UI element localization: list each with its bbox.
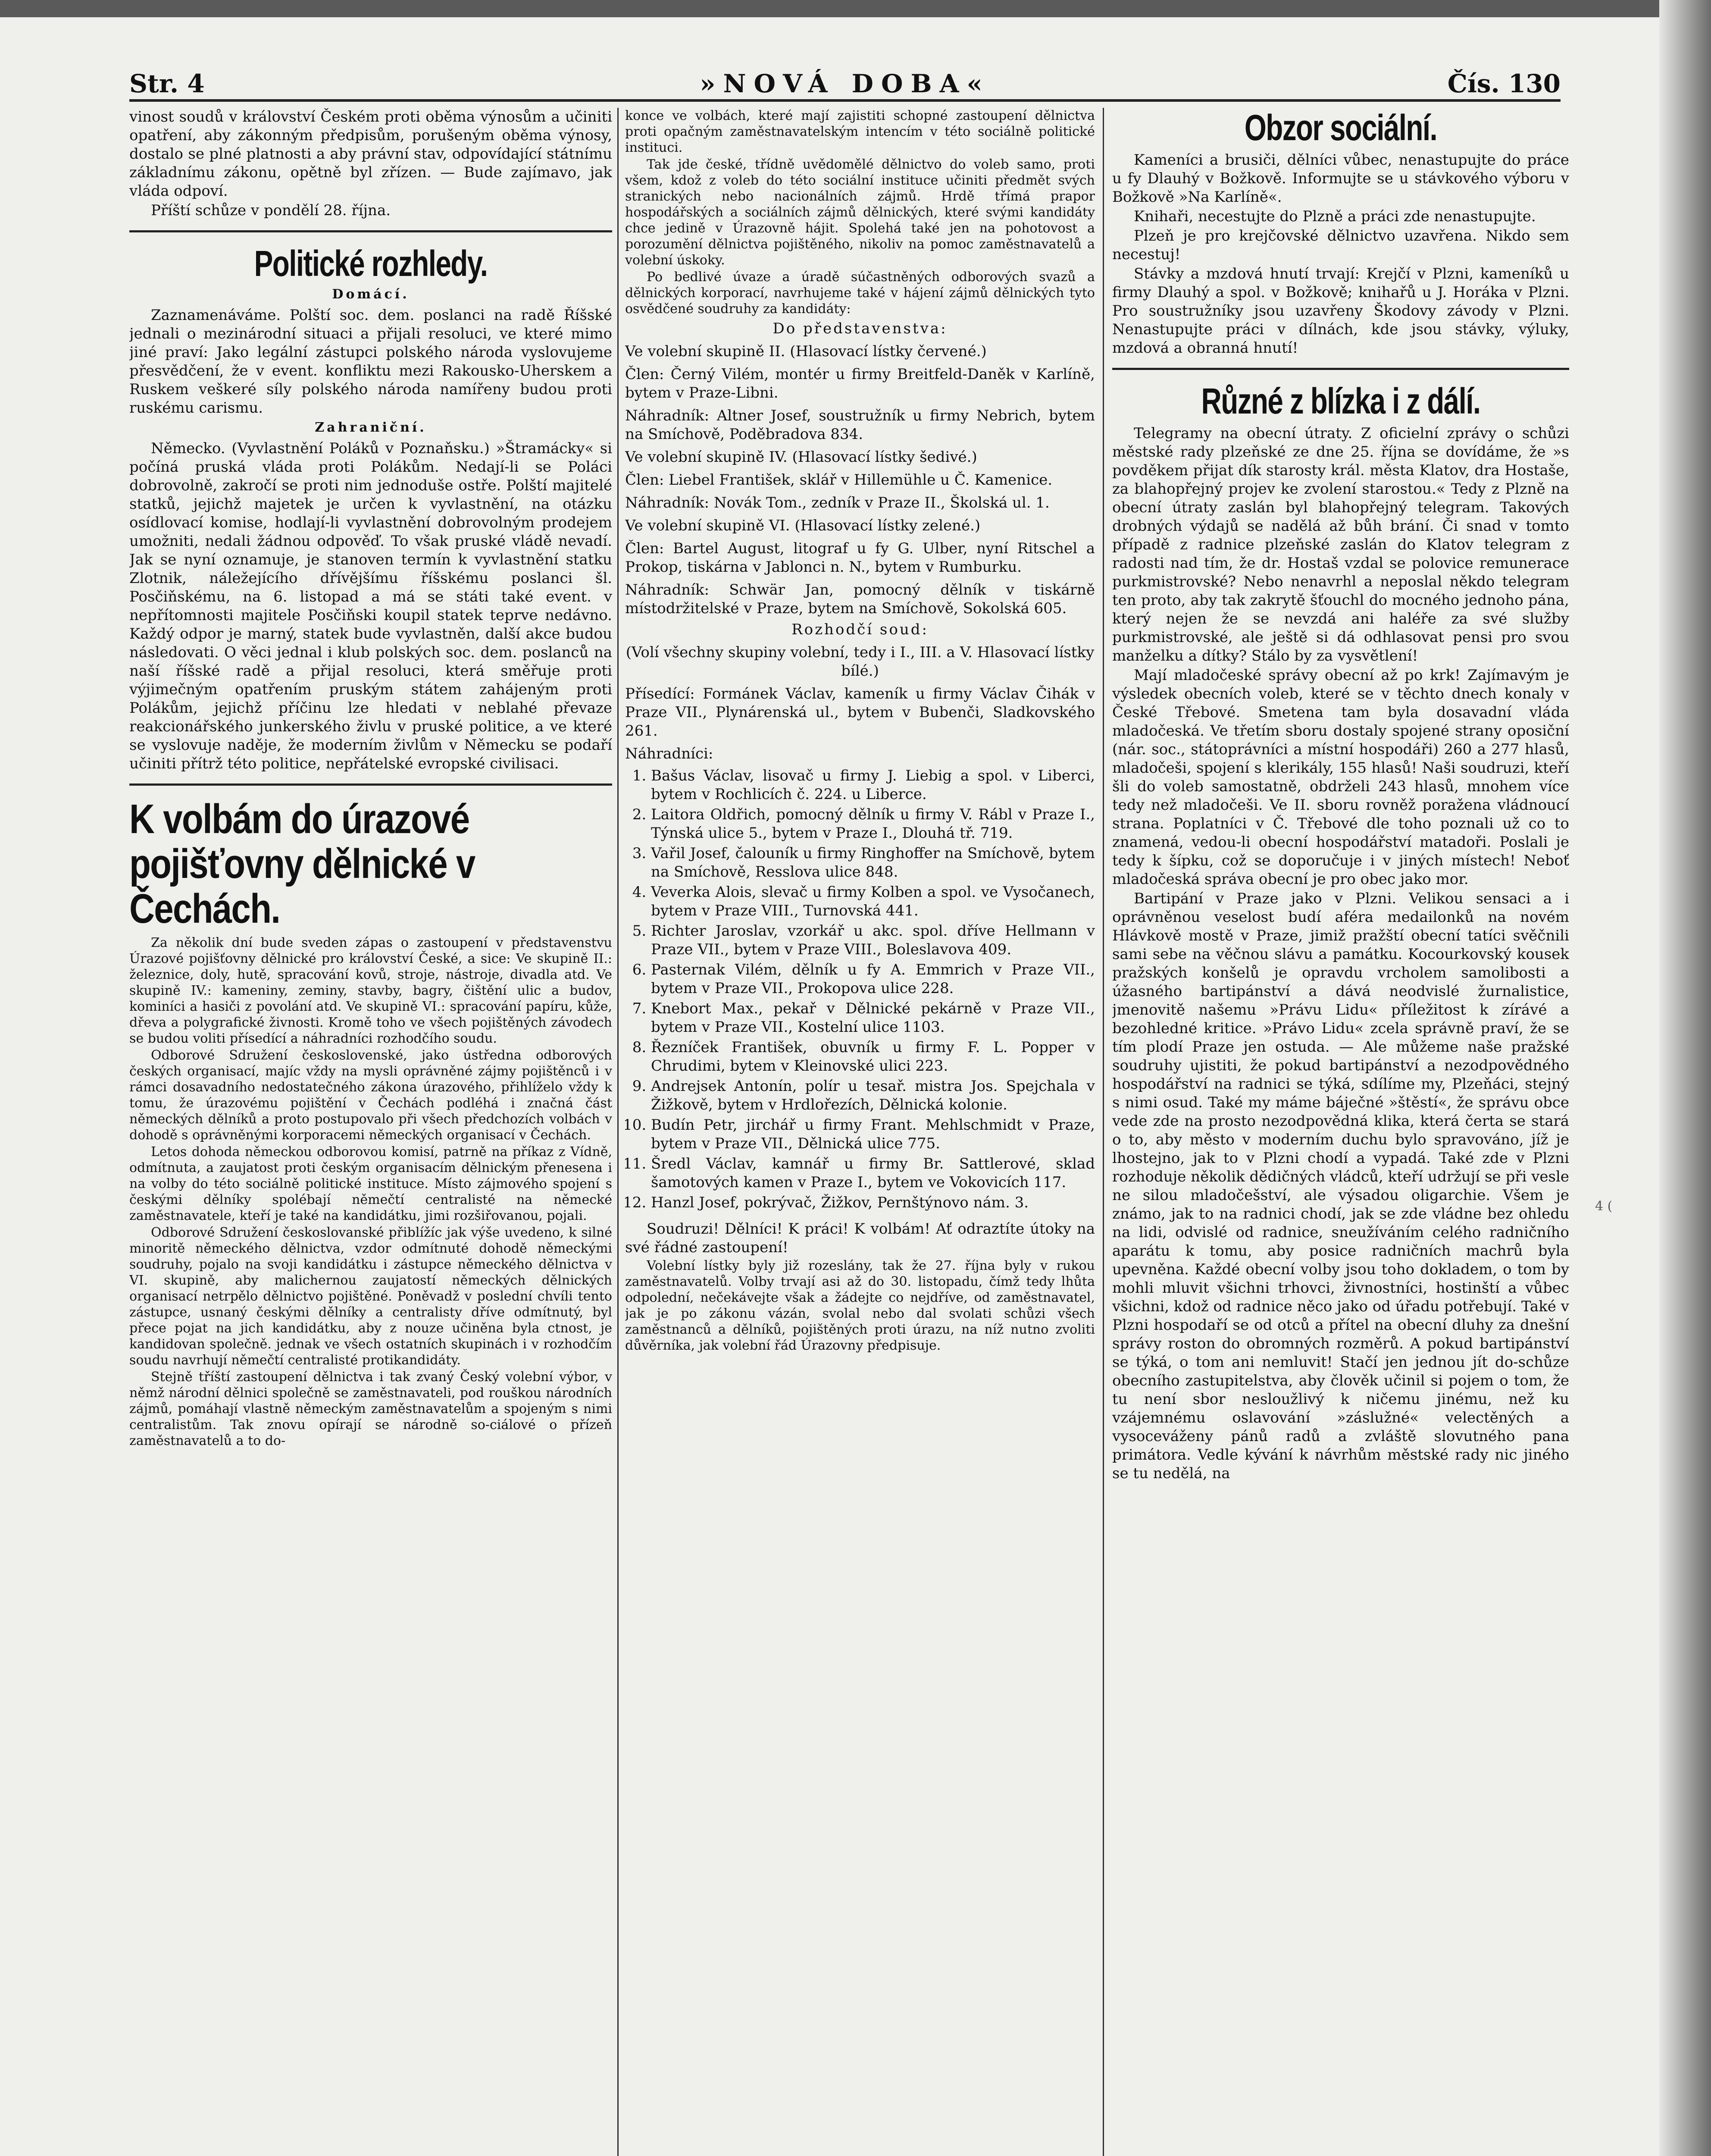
section-title-politicke: Politické rozhledy. bbox=[254, 243, 488, 284]
column-rule-1 bbox=[617, 108, 619, 2156]
list-item: 11. Šredl Václav, kamnář u firmy Br. Sattlerové, sklad šamotových kamen v Praze I., bytem ve Vokovicích 117. bbox=[651, 1155, 1095, 1192]
list-item: 6. Pasternak Vilém, dělník u fy A. Emmrich v Praze VII., bytem v Praze VII., Prokopova ulice 228. bbox=[651, 961, 1095, 998]
domaci-text: Zaznamenáváme. Polští soc. dem. poslanci na radě Říšské jednali o mezinárodní situaci a přijali resoluci, ve které mimo jiné praví: Jako legální zástupci polského národa vyslovujeme přesvědčení, že v event. konfliktu mezi Rakousko-Uherskem a Ruskem veškeré síly polského národa namířeny budou proti ruskému carismu. bbox=[129, 307, 612, 417]
next-meeting: Příští schůze v pondělí 28. října. bbox=[151, 202, 391, 219]
heading-rozhodci-soud: Rozhodčí soud: bbox=[791, 621, 929, 638]
group-2-label: Ve volební skupině II. (Hlasovací lístky červené.) bbox=[625, 343, 987, 360]
issue-number: Čís. 130 bbox=[1447, 69, 1561, 98]
newspaper-title: »NOVÁ DOBA« bbox=[700, 69, 990, 98]
subsection-zahranicni: Zahraniční. bbox=[315, 420, 427, 435]
plzen-notice: Plzeň je pro krejčovské dělnictvo uzavřena. Nikdo sem necestuj! bbox=[1112, 227, 1569, 263]
list-item: 9. Andrejsek Antonín, polír u tesař. mistra Jos. Spejchala v Žižkově, bytem v Hrdlořezích, Dělnická kolonie. bbox=[651, 1077, 1095, 1114]
list-item: 1. Bašus Václav, lisovač u firmy J. Liebig a spol. v Liberci, bytem v Rochlicích č. 224. u Liberce. bbox=[651, 767, 1095, 804]
group-6-label: Ve volební skupině VI. (Hlasovací lístky zelené.) bbox=[625, 517, 981, 534]
closing-call: Soudruzi! Dělníci! K práci! K volbám! Ať odraztíte útoky na své řádné zastoupení! bbox=[625, 1220, 1095, 1256]
list-item: 4. Veverka Alois, slevač u firmy Kolben a spol. ve Vysočanech, bytem v Praze VIII., Turnovská 441. bbox=[651, 883, 1095, 920]
group-6-member: Člen: Bartel August, litograf u fy G. Ulber, nyní Ritschel a Prokop, tiskárna v Jablonci n. N., bytem v Rumburku. bbox=[625, 540, 1095, 576]
group-4-substitute: Náhradník: Novák Tom., zedník v Praze II., Školská ul. 1. bbox=[625, 494, 1050, 511]
knihari-notice: Knihaři, necestujte do Plzně a práci zde nenastupujte. bbox=[1134, 208, 1536, 225]
telegramy-article: Telegramy na obecní útraty. Z oficielní zprávy o schůzi městské rady plzeňské ze dne 25. října se dovídáme, že »s povděkem přijat dík starosty král. města Klatov, dra Hostaše, za blahopřejný projev ke zvolení starostou.« Tedy z Plzně na obecní útraty zaslán byl blahopřejný telegram. Takových drobných výdajů se nadělá až bůh brání. Či snad v tomto případě z radnice plzeňské zaslán do Klatov telegram z radosti nad tím, že dr. Hostaš vzdal se polovice remunerace purkmistrovské? Nebo nenavrhl a neposlal někdo telegram ten proto, aby tak zakrytě šťouchl do mocného jednoho pána, který nejen že se nevzdá ani haléře za své služby purkmistrovské, ale ještě si dá odhlasovat pensi pro svou manželku a dítky? Stálo by za vysvětlení! bbox=[1112, 425, 1569, 664]
column-rule-2 bbox=[1103, 108, 1104, 2156]
nahradnici-list bbox=[625, 767, 1095, 1212]
section-rule bbox=[1112, 368, 1569, 370]
page-number: Str. 4 bbox=[129, 69, 205, 98]
stavky-notice: Stávky a mzdová hnutí trvají: Krejčí v Plzni, kameníků u firmy Dlauhý a spol. v Božkově; knihařů u J. Horáka v Plzni. Pro soustružníky jsou uzavřeny Škodovy závody v Plzni. Nenastupujte práci v dílnách, kde jsou stávky, výluky, mzdová a obranná hnutí! bbox=[1112, 265, 1569, 357]
section-title-ruzne: Různé z blízka i z dálí. bbox=[1201, 381, 1480, 421]
closing-paragraph: Volební lístky byly již rozeslány, tak že 27. října byly v rukou zaměstnavatelů. Volby trvají asi až do 30. listopadu, čímž tedy lhůta odpolední, nečekávejte však a žádejte co nejdříve, od zaměstnavatel, jak je po zákonu vázán, svolal nebo dal svolati schůzi všech zaměstnanců a dělníků, pojištěných proti úrazu, na níž nutno zvoliti důvěrníka, jak volební řád Úrazovny předpisuje. bbox=[625, 1258, 1095, 1353]
list-item: 2. Laitora Oldřich, pomocný dělník u firmy V. Rábl v Praze I., Týnská ulice 5., bytem v Praze I., Dlouhá tř. 719. bbox=[651, 805, 1095, 843]
column-2 bbox=[625, 108, 1095, 2156]
zahranicni-text: Německo. (Vyvlastnění Poláků v Poznaňsku.) »Štramácky« si počíná pruská vláda proti Polákům. Nedají-li se Poláci dobrovolně, zakročí se proti nim jednoduše ostře. Polští majitelé statků, jejichž majetek je určen k vyvlastnění, na otázku osídlovací komise, hodlají-li vyvlastnění dobrovolným prodejem umožniti, nedali žádnou odpověď. To však pruské vládě nevadí. Jak se nyní oznamuje, je stanoven termín k vyvlastnění statku Zlotnik, náležejícího dřívějšímu říšskému poslanci šl. Posčiňskému, na 6. listopad a má se státi také event. v nepřítomnosti majitele Posčiňski koupil statek teprve nedávno. Každý odpor je marný, statek bude vyvlastněn, další akce budou následovati. O věci jednal i klub polských soc. dem. poslanců na naší říšské radě a přijal resoluci, která směřuje proti výjimečným opatřením pruským státem zahájeným proti Polákům, jejichž příčinu lze hledati v neblahé převaze reakcionářského junkerského živlu v pruské politice, a ve které se vyslovuje naděje, že moderním živlům v Německu se podaří učiniti přítrž této politice, nepřátelské evropské civilisaci. bbox=[129, 440, 612, 772]
section-rule bbox=[129, 230, 612, 232]
group-2-member: Člen: Černý Vilém, montér u firmy Breitfeld-Daněk v Karlíně, bytem v Praze-Libni. bbox=[625, 366, 1095, 401]
intro-paragraph: vinost soudů v království Českém proti oběma výnosům a učiniti opatření, aby zákonným předpisům, porušeným oběma výnosy, dostalo se plné platnosti a aby právní stav, odpovídající státnímu základnímu zákonu, opětně byl zřízen. — Bude zajímavo, jak vláda odpoví. bbox=[129, 108, 612, 200]
col2-paragraph-3: Po bedlivé úvaze a úradě súčastněných odborových svazů a dělnických korporací, navrhujeme také v hájení zájmů dělnických tyto osvědčené soudruhy za kandidáty: bbox=[625, 270, 1095, 317]
col2-paragraph-2: Tak jde české, třídně uvědomělé dělnictvo do voleb samo, proti všem, kdož z voleb do této sociální instituce učiniti předmět svých stranických nebo nacionálních zájmů. Hrdě třímá prapor hospodářských a sociálních zájmů dělnických, které svými kandidáty chce jedině v Úrazovně hájit. Spolehá také jen na pohotovost a porozumění dělnictva pojištěného, nikoliv na pomoc zaměstnavatelů a volební úskoky. bbox=[625, 157, 1095, 268]
rozhodci-note: (Volí všechny skupiny volební, tedy i I., III. a V. Hlasovací lístky bílé.) bbox=[626, 644, 1095, 680]
mladoceske-article: Mají mladočeské správy obecní až po krk! Zajímavým je výsledek obecních voleb, které se v těchto dnech konaly v České Třebové. Smetena tam byla dosavadní vláda mladočeská. Ve třetím sboru dostaly spojené strany oposiční (nár. soc., státoprávníci a místní hospodáři) 260 a 277 hlasů, mladočeši, spojení s klerikály, 155 hlasů! Naši soudruzi, kteří šli do voleb samostatně, obdrželi 243 hlasů, mnohem více tedy než mladočeši. Ve II. sboru rovněž poražena vládnoucí strana. Poplatníci v Č. Třebové dle toho poznali už co to znamená, vedou-li obecní hospodářství matadoři. Poslali je tedy k šípku, což se doporučuje i v jiných místech! Neboť mladočeská správa obecní je pro obec jako mor. bbox=[1112, 667, 1569, 888]
section-rule bbox=[129, 783, 612, 786]
scan-border-top bbox=[0, 0, 1711, 17]
margin-noise: 4 ( bbox=[1595, 1199, 1613, 1214]
scan-border-right bbox=[1659, 0, 1711, 2156]
nahradnici-label: Náhradníci: bbox=[625, 745, 713, 762]
section-title-obzor: Obzor sociální. bbox=[1244, 108, 1437, 148]
volby-paragraph-3: Letos dohoda německou odborovou komisí, patrně na příkaz z Vídně, odmítnuta, a zaujatost proti českým organisacím dělnickým přenesena i na volby do této sociálně politické instituce. Místo zájmového spojení s českými dělníky spolébají němečtí centralisté na německé zaměstnavatele, kteří je také na kandidátku, jimi rozšiřovanou, pojali. bbox=[129, 1144, 612, 1223]
group-4-member: Člen: Liebel František, sklář v Hillemühle u Č. Kamenice. bbox=[625, 471, 1053, 489]
group-6-substitute: Náhradník: Schwär Jan, pomocný dělník v tiskárně místodržitelské v Praze, bytem na Smíchově, Sokolská 605. bbox=[625, 581, 1095, 617]
column-1 bbox=[129, 108, 612, 2156]
list-item: 10. Budín Petr, jirchář u firmy Frant. Mehlschmidt v Praze, bytem v Praze VII., Dělnická ulice 775. bbox=[651, 1116, 1095, 1153]
volby-paragraph-2: Odborové Sdružení československé, jako ústředna odborových českých organisací, majíc vždy na mysli oprávněné zájmy pojištěnců i v rámci dosavadního nedostatečného zákona úrazového, přihlíželo vždy k tomu, že úrazovému pojištění v Čechách podléhá i značná část německých dělníků a proto postupovalo při všech předchozích volbách v dohodě s oprávněnými korporacemi německých organisací v Čechách. bbox=[129, 1048, 612, 1143]
volby-paragraph-5: Stejně tříští zastoupení dělnictva i tak zvaný Český volební výbor, v němž národní dělnici společně se zaměstnavateli, pod rouškou národních zájmů, pomáhají vlastně německým zaměstnavatelům a spojeným s nimi centralistům. Tak znovu opírají se národně so-ciálové o přízeň zaměstnavatelů a to do- bbox=[129, 1369, 612, 1448]
list-item: 8. Řezníček František, obuvník u firmy F. L. Popper v Chrudimi, bytem v Kleinovské ulici 223. bbox=[651, 1038, 1095, 1075]
volby-paragraph-4: Odborové Sdružení českoslovanské přiblížíc jak výše uvedeno, k silné minoritě německého dělnictva, vzdor odmítnuté dohodě německými soudruhy, pojalo na svoji kandidátku i zástupce německého dělnictva v VI. skupině, aby malichernou zaujatostí německých dělnických organisací netrpělo dělnictvo pojištěné. Poněvadž v poslední chvíli tento zástupce, usnaný českými dělníky a centralisty dříve odmítnutý, byl přece pojat na jich kandidátku, aby z nouze učiněna byla ctnost, je kandidovan společně. jednak ve všech ostatních skupinách i v rozhodčím soudu navrhují němečtí centralisté protikandidáty. bbox=[129, 1225, 612, 1368]
header-rule bbox=[129, 99, 1561, 102]
subsection-domaci: Domácí. bbox=[332, 287, 410, 302]
col2-paragraph-1: konce ve volbách, které mají zajistiti schopné zastoupení dělnictva proti opačným zaměstnavatelským intencím v této sociálně politické instituci. bbox=[625, 108, 1095, 155]
list-item: 5. Richter Jaroslav, vzorkář u akc. spol. dříve Hellmann v Praze VII., bytem v Praze VIII., Boleslavova 409. bbox=[651, 922, 1095, 959]
group-4-label: Ve volební skupině IV. (Hlasovací lístky šedivé.) bbox=[625, 448, 977, 466]
volby-paragraph-1: Za několik dní bude sveden zápas o zastoupení v představenstvu Úrazové pojišťovny dělnické pro království České, a sice: Ve skupině II.: železnice, doly, hutě, spracování kovů, stroje, nástroje, divadla atd. Ve skupině IV.: kameniny, zeminy, stavby, bagry, čištění ulic a budov, kominíci a hasiči z povolání atd. Ve skupině VI.: spracování papíru, kůže, dřeva a polygrafické živnosti. Kromě toho ve všech pojištěných závodech se budou voliti přísedící a náhradníci rozhodčího soudu. bbox=[129, 935, 612, 1046]
heading-predstavenstvo: Do představenstva: bbox=[773, 320, 948, 337]
list-item: 12. Hanzl Josef, pokrývač, Žižkov, Pernštýnovo nám. 3. bbox=[651, 1194, 1095, 1212]
list-item: 3. Vařil Josef, čalouník u firmy Ringhoffer na Smíchově, bytem na Smíchově, Resslova ulice 848. bbox=[651, 844, 1095, 881]
bartipani-article: Bartipání v Praze jako v Plzni. Velikou sensaci a i oprávněnou veselost budí aféra medailonků na novém Hlávkově mostě v Praze, jimiž pražští obecní tatíci svěčnili sami sebe na věčnou slávu a památku. Kocourkovský kousek pražských konšelů je opravdu vrcholem samolibosti a úžasného bartipánství a dává neodvislé žurnalistice, jmenovitě našemu »Právu Lidu« příležitost k zírávé a bezohledné kritice. »Právo Lidu« zcela správně praví, že se tím plodí Praze jen ostuda. — Ale můžeme naše pražské soudruhy ujistiti, že pokud bartipánství a nezodpovědného hospodářství na radnici se týká, sdílíme my, Plzeňáci, stejný s nimi osud. Také my máme báječné »štěstí«, že správu obce vede zde na prosto nezodpovědná klika, která čerta se stará o to, aby město v moderním duchu bylo spravováno, jíž je lhostejno, jak to v Plzni chodí a vypadá. Také zde v Plzni rozhoduje několik dědičných vládců, kteří udržují se při vesle ne silou mladočešství, ale výsadou oligarchie. Všem je známo, jak to na radnici chodí, jak se zde vládne bez ohledu na lidi, odvislé od radnice, sneužíváním celého radničního aparátu k tomu, aby posice radničních machrů byla upevněna. Každé obecní volby jsou toho dokladem, o tom by mohli mluvit všichni trhovci, živnostníci, hostinští a vůbec všichni, kdož od radnice něco jako od úřadu potřebují. Také v Plzni hospodaří se od otců a přítel na obecní dluhy za dnešní správy roston do obromných rozměrů. A pokud bartipánství se týká, o tom ani nemluvit! Stačí jen jednou jít do-schůze obecního zastupitelstva, aby člověk učinil si pojem o tom, že tu není sbor nesloužlivý k ničemu jinému, než ku vzájemnému oslavování »záslužné« velectěných a vysoceváženy pánů radů a zvláště slovutného pana primátora. Vedle kývání k návrhům městské rady nic jiného se tu nedělá, na bbox=[1112, 890, 1569, 1482]
page-header bbox=[129, 56, 1561, 103]
list-item: 7. Knebort Max., pekař v Dělnické pekárně v Praze VII., bytem v Praze VII., Kostelní ulice 1103. bbox=[651, 1000, 1095, 1037]
kamenici-notice: Kameníci a brusiči, dělníci vůbec, nenastupujte do práce u fy Dlauhý v Božkově. Informujte se u stávkového výboru v Božkově »Na Karlíně«. bbox=[1112, 151, 1569, 206]
column-3 bbox=[1112, 108, 1569, 1841]
group-2-substitute: Náhradník: Altner Josef, soustružník u firmy Nebrich, bytem na Smíchově, Poděbradova 834. bbox=[625, 407, 1095, 443]
article-title-volby: K volbám do úrazové pojišťovny dělnické v Čechách. bbox=[129, 796, 475, 932]
prisedici-entry: Přísedící: Formánek Václav, kameník u firmy Václav Čihák v Praze VII., Plynárenská ul., bytem v Bubenči, Sladkovského 261. bbox=[625, 685, 1095, 740]
